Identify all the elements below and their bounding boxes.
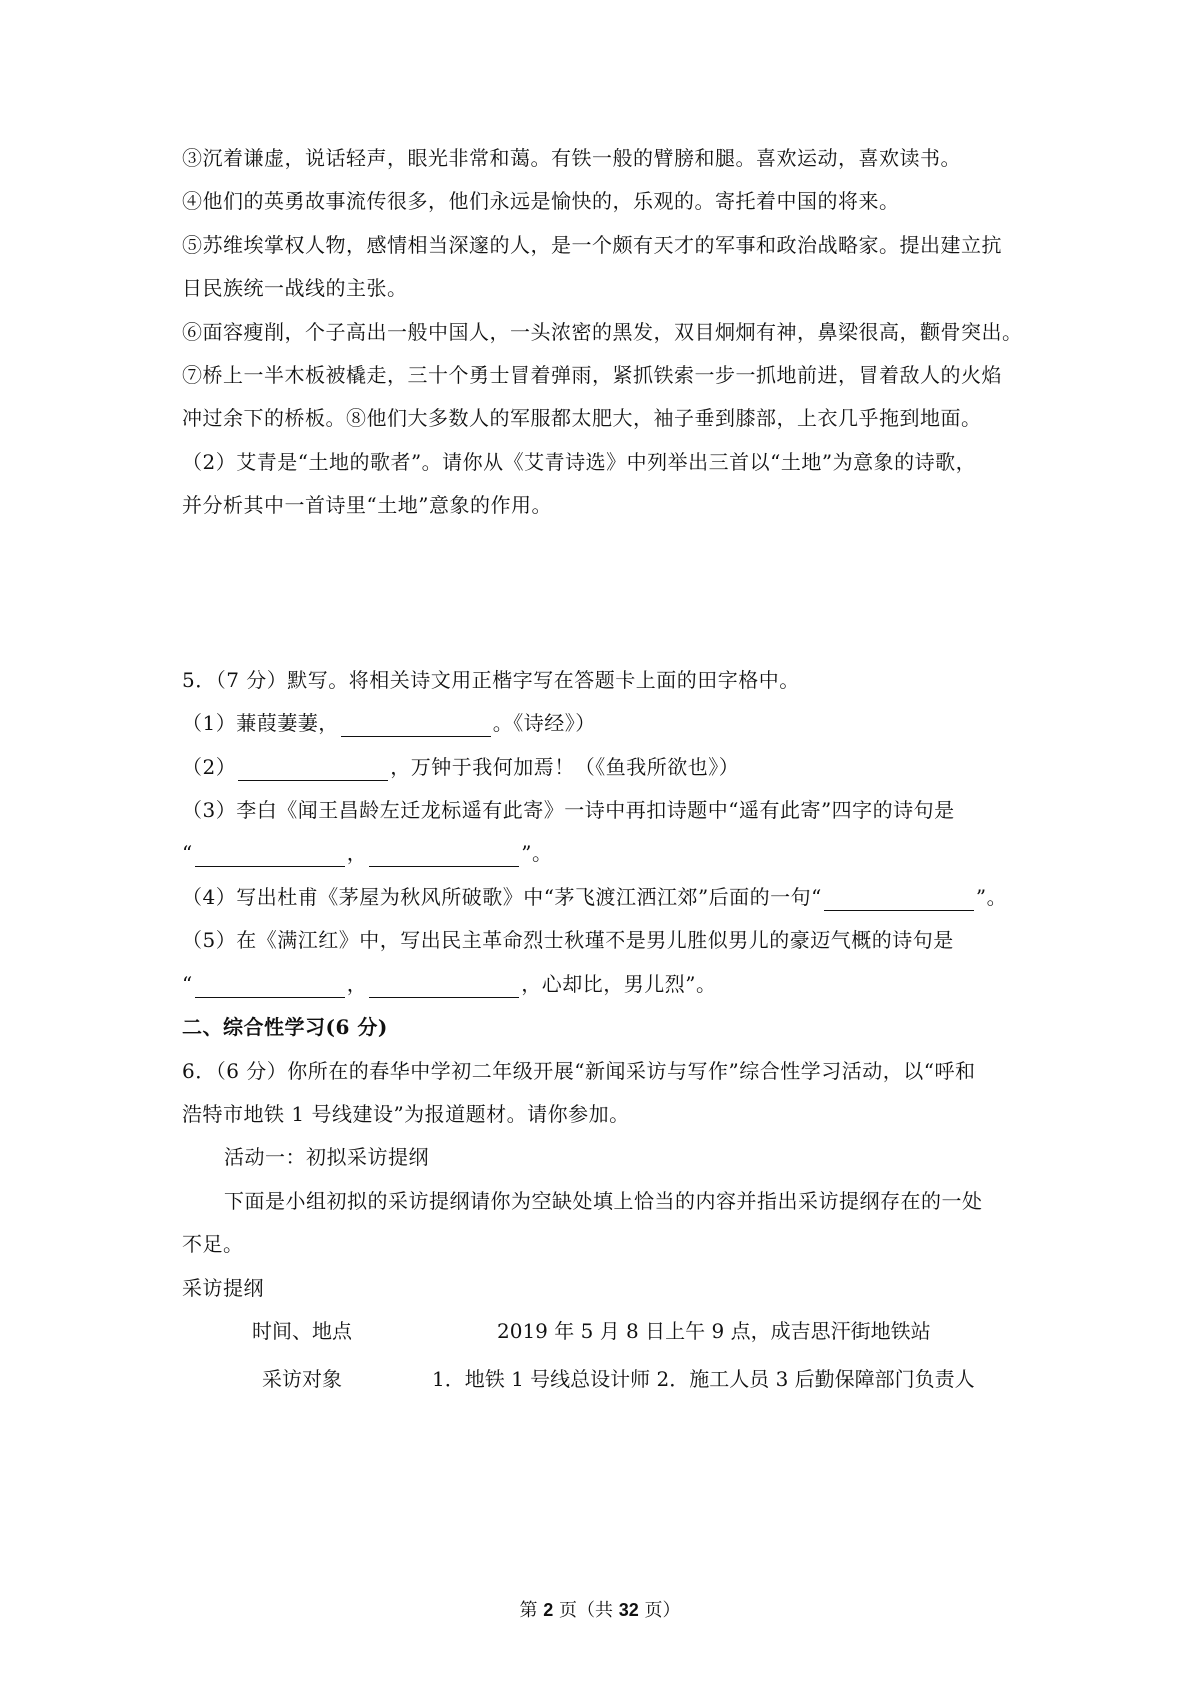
page-number: 2 bbox=[543, 1600, 554, 1620]
text-line: 冲过余下的桥板。⑧他们大多数人的军服都太肥大，袖子垂到膝部，上衣几乎拖到地面。 bbox=[182, 406, 982, 430]
question-5-part-3: （3）李白《闻王昌龄左迁龙标遥有此寄》一诗中再扣诗题中“遥有此寄”四字的诗句是 bbox=[182, 798, 955, 822]
question-5-part-1 bbox=[182, 709, 596, 737]
outline-title: 采访提纲 bbox=[182, 1276, 264, 1300]
text-line: ⑤苏维埃掌权人物，感情相当深邃的人，是一个颇有天才的军事和政治战略家。提出建立抗 bbox=[182, 233, 1002, 257]
answer-blank bbox=[369, 975, 519, 998]
answer-blank bbox=[369, 844, 519, 867]
text-line: 并分析其中一首诗里“土地”意象的作用。 bbox=[182, 493, 552, 517]
part-text: ，万钟于我何加焉！（《鱼我所欲也》） bbox=[390, 755, 740, 779]
answer-blank bbox=[341, 714, 491, 737]
outline-value: 2019 年 5 月 8 日上午 9 点，成吉思汗街地铁站 bbox=[497, 1319, 931, 1343]
text-line: ⑥面容瘦削，个子高出一般中国人，一头浓密的黑发，双目炯炯有神，鼻梁很高，颧骨突出。 bbox=[182, 320, 1023, 344]
answer-blank bbox=[195, 844, 345, 867]
question-5-part-5-answer bbox=[182, 970, 716, 998]
section-heading: 二、综合性学习(6 分) bbox=[182, 1015, 388, 1039]
question-5-part-3-answer bbox=[182, 839, 552, 867]
question-5-part-4 bbox=[182, 883, 1007, 911]
answer-blank bbox=[195, 975, 345, 998]
part-text: 。《诗经》） bbox=[492, 711, 596, 735]
quote-mark: “ bbox=[182, 841, 193, 865]
quote-mark: “ bbox=[182, 972, 193, 996]
footer-text: 第 bbox=[519, 1600, 544, 1621]
part-text: （2） bbox=[182, 755, 237, 779]
question-6-line: 6．（6 分）你所在的春华中学初二年级开展“新闻采访与写作”综合性学习活动，以“呼和 bbox=[182, 1059, 976, 1083]
activity-description: 不足。 bbox=[182, 1232, 244, 1256]
outline-label: 时间、地点 bbox=[252, 1319, 352, 1343]
part-text: （1）蒹葭萋萋， bbox=[182, 711, 339, 735]
outline-value: 1．地铁 1 号线总设计师 2．施工人员 3 后勤保障部门负责人 bbox=[432, 1367, 975, 1391]
text-line: ⑦桥上一半木板被橇走，三十个勇士冒着弹雨，紧抓铁索一步一抓地前进，冒着敌人的火焰 bbox=[182, 363, 1002, 387]
text-line: 日民族统一战线的主张。 bbox=[182, 276, 408, 300]
part-text: ”。 bbox=[975, 885, 1008, 909]
punctuation: ， bbox=[346, 972, 368, 996]
question-5-part-5: （5）在《满江红》中，写出民主革命烈士秋瑾不是男儿胜似男儿的豪迈气概的诗句是 bbox=[182, 928, 954, 952]
question-5-title: 5．（7 分）默写。将相关诗文用正楷字写在答题卡上面的田字格中。 bbox=[182, 668, 800, 692]
text-line: （2）艾青是“土地的歌者”。请你从《艾青诗选》中列举出三首以“土地”为意象的诗歌， bbox=[182, 450, 977, 474]
text-line: ③沉着谦虚，说话轻声，眼光非常和蔼。有铁一般的臂膀和腿。喜欢运动，喜欢读书。 bbox=[182, 146, 961, 170]
answer-blank bbox=[824, 888, 974, 911]
page-total: 32 bbox=[618, 1600, 639, 1620]
activity-title: 活动一：初拟采访提纲 bbox=[224, 1145, 429, 1169]
text-line: ④他们的英勇故事流传很多，他们永远是愉快的，乐观的。寄托着中国的将来。 bbox=[182, 189, 900, 213]
punctuation: ， bbox=[346, 841, 368, 865]
activity-description: 下面是小组初拟的采访提纲请你为空缺处填上恰当的内容并指出采访提纲存在的一处 bbox=[224, 1189, 983, 1213]
footer-text: 页） bbox=[638, 1600, 681, 1621]
question-5-part-2 bbox=[182, 753, 739, 781]
page-footer bbox=[0, 1598, 1200, 1623]
footer-text: 页（共 bbox=[553, 1600, 619, 1621]
answer-blank bbox=[238, 758, 388, 781]
outline-label: 采访对象 bbox=[262, 1367, 342, 1391]
question-6-line: 浩特市地铁 1 号线建设”为报道题材。请你参加。 bbox=[182, 1102, 630, 1126]
part-text: （4）写出杜甫《茅屋为秋风所破歌》中“茅飞渡江洒江郊”后面的一句“ bbox=[182, 885, 822, 909]
part-text: ，心却比，男儿烈”。 bbox=[521, 972, 717, 996]
quote-mark: ”。 bbox=[521, 841, 553, 865]
